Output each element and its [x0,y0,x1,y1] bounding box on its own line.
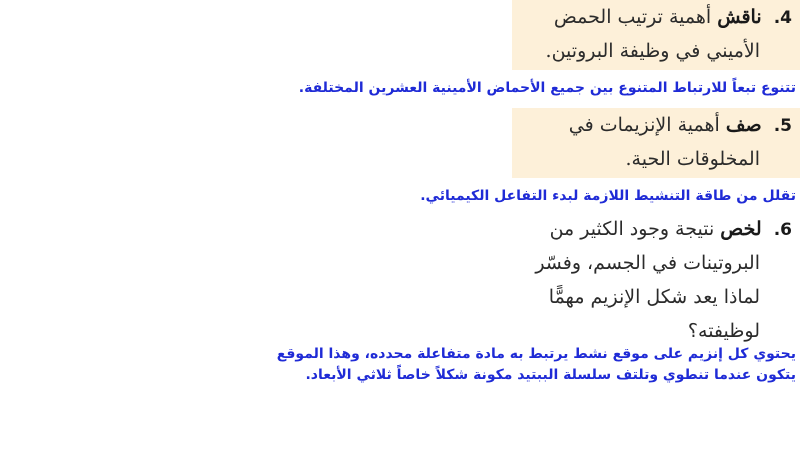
question-5-number: 5. [773,116,792,136]
answer-4 [299,78,796,99]
question-6-line-2 [512,246,792,280]
question-5-verb: صف [725,114,762,136]
question-6-text-2: البروتينات في الجسم، وفسّر [535,252,760,274]
answer-6-line-1: يحتوي كل إنزيم على موقع نشط يرتبط به مادة متفاعلة محدده، وهذا الموقع [276,346,796,362]
question-6-text-3: لماذا يعد شكل الإنزيم مهمًّا [548,286,760,308]
answer-6 [277,344,796,386]
question-4-text-1: أهمية ترتيب الحمض [553,6,712,28]
question-4-number: 4. [773,8,792,28]
answer-6-line-2: يتكون عندما تنطوي وتلتف سلسلة الببتيد مكونة شكلاً خاصاً ثلاثي الأبعاد. [305,367,796,383]
question-6-line-3 [512,280,792,314]
question-5-line-2 [512,142,792,176]
question-6-text-4: لوظيفته؟ [687,320,760,342]
answer-5 [420,186,796,207]
question-5-box [512,108,800,178]
question-6-verb: لخص [720,218,762,240]
question-6-box [512,212,800,350]
question-5-text-2: المخلوقات الحية. [625,148,760,170]
question-5-line-1 [512,108,792,142]
question-4-line-1 [512,0,792,34]
question-6-line-4 [512,314,792,348]
question-4-line-2 [512,34,792,68]
answer-4-line-1: تتنوع تبعاً للارتباط المتنوع بين جميع الأحماض الأمينية العشرين المختلفة. [298,80,796,96]
question-4-verb: ناقش [717,6,762,28]
question-4-text-2: الأميني في وظيفة البروتين. [545,40,760,62]
question-4-box [512,0,800,70]
question-6-text-1: نتيجة وجود الكثير من [549,218,715,240]
question-6-line-1 [512,212,792,246]
question-5-text-1: أهمية الإنزيمات في [568,114,720,136]
question-6-number: 6. [773,220,792,240]
answer-5-line-1: تقلل من طاقة التنشيط اللازمة لبدء التفاعل الكيميائي. [420,188,796,204]
